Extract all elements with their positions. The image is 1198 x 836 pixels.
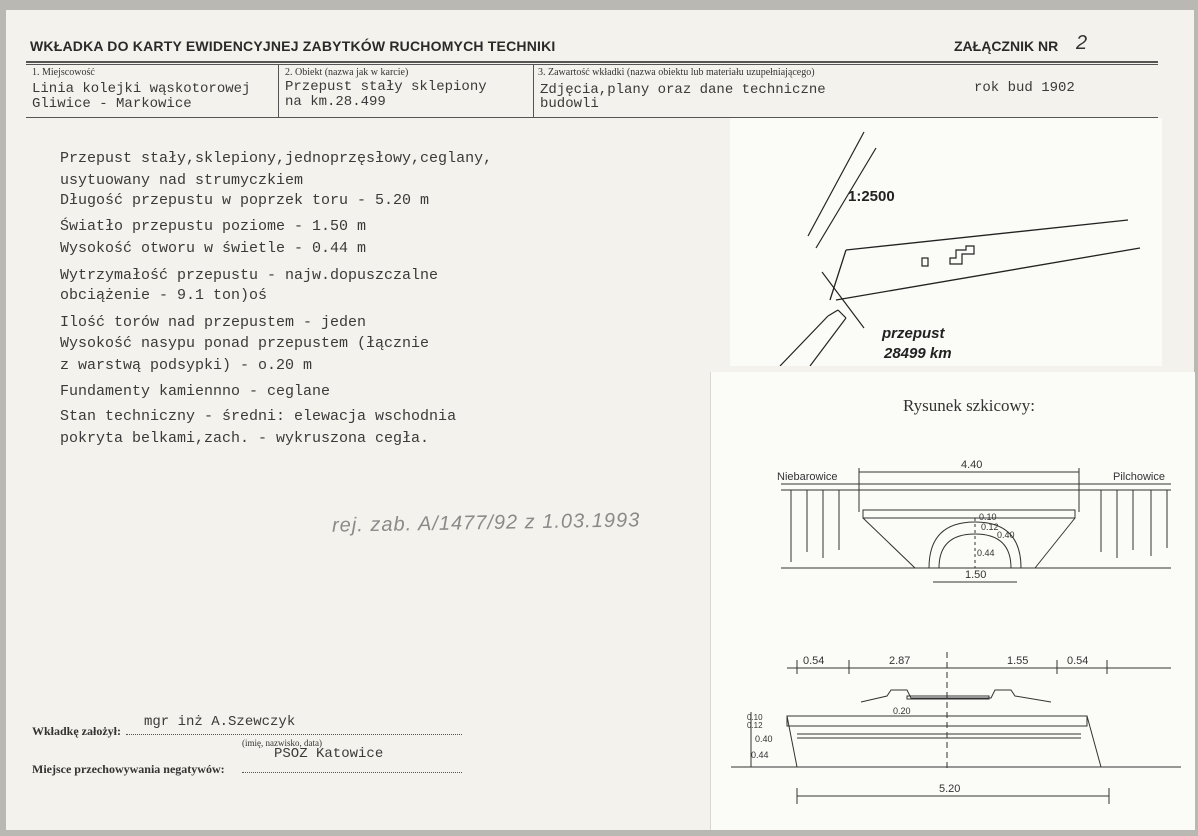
dim-010: 0.10 <box>979 512 997 522</box>
description-line: Ilość torów nad przepustem - jeden <box>60 314 367 331</box>
dim-s044: 0.44 <box>751 750 769 760</box>
dim-054-right: 0.54 <box>1067 655 1089 667</box>
culvert-label: przepust <box>882 325 945 342</box>
dim-s010: 0.10 <box>747 713 763 722</box>
building-shape <box>950 246 974 264</box>
description-line: Wysokość nasypu ponad przepustem (łącznie <box>60 335 430 352</box>
dim-054-left: 0.54 <box>803 655 825 667</box>
description-line: usytuowany nad strumyczkiem <box>60 172 304 189</box>
description-line: Fundamenty kamiennno - ceglane <box>60 383 331 400</box>
sketch-panel <box>710 372 1195 830</box>
locality-line2: Gliwice - Markowice <box>32 96 192 112</box>
left-place: Niebarowice <box>777 471 838 483</box>
description-line: Stan techniczny - średni: elewacja wschodnia <box>60 408 457 425</box>
header-rule-thin <box>26 64 1158 65</box>
description-line: Przepust stały,sklepiony,jednoprzęsłowy,ceglany, <box>60 150 493 167</box>
author-value: mgr inż A.Szewczyk <box>144 714 296 730</box>
header-rule <box>26 61 1158 63</box>
attachment-number: 2 <box>1076 32 1088 54</box>
wing-wall <box>863 518 915 568</box>
field-divider-1 <box>278 65 279 118</box>
side-slope <box>1087 716 1101 767</box>
description-line: Długość przepustu w poprzek toru - 5.20 m <box>60 192 430 209</box>
road-line <box>808 132 864 236</box>
track-line <box>836 248 1140 300</box>
record-card <box>6 10 1194 830</box>
dim-top-width: 4.40 <box>961 459 983 471</box>
sketch-drawing <box>711 372 1195 830</box>
registry-note: rej. zab. A/1477/92 z 1.03.1993 <box>331 509 641 537</box>
locality-line1: Linia kolejki wąskotorowej <box>32 81 251 97</box>
description-line: Wytrzymałość przepustu - najw.dopuszczalne <box>60 267 439 284</box>
dim-044: 0.44 <box>977 548 995 558</box>
wing-wall <box>1035 518 1075 568</box>
map-scale: 1:2500 <box>848 188 895 205</box>
object-line1: Przepust stały sklepiony <box>285 79 487 95</box>
location-map <box>730 118 1162 366</box>
dim-150: 1.50 <box>965 569 987 581</box>
side-slope <box>787 716 797 767</box>
dim-155: 1.55 <box>1007 655 1029 667</box>
culvert-deck <box>787 716 1087 726</box>
year-built: rok bud 1902 <box>974 80 1075 96</box>
dim-520: 5.20 <box>939 783 961 795</box>
building-shape <box>922 258 928 266</box>
map-drawing <box>730 118 1162 366</box>
track-line <box>846 220 1128 250</box>
stream-line <box>822 272 864 328</box>
negative-underline <box>242 772 462 774</box>
content-line2: budowli <box>540 96 599 112</box>
content-line1: Zdjęcia,plany oraz dane techniczne <box>540 82 826 98</box>
negative-label: Miejsce przechowywania negatywów: <box>32 762 225 776</box>
stream-line <box>810 318 846 366</box>
content-label: 3. Zawartość wkładki (nazwa obiektu lub materiału uzupełniającego) <box>538 67 815 78</box>
negative-value: PSOZ Katowice <box>274 746 384 762</box>
author-underline <box>126 734 462 736</box>
dim-020: 0.20 <box>893 706 911 716</box>
stream-line <box>780 316 828 366</box>
object-label: 2. Obiekt (nazwa jak w karcie) <box>285 67 409 78</box>
dim-s012: 0.12 <box>747 721 763 730</box>
dim-287: 2.87 <box>889 655 911 667</box>
sketch-title: Rysunek szkicowy: <box>903 396 1035 415</box>
dim-012: 0.12 <box>981 522 999 532</box>
author-label: Wkładkę założył: <box>32 724 121 738</box>
locality-label: 1. Miejscowość <box>32 67 95 78</box>
dim-s040: 0.40 <box>755 734 773 744</box>
culvert-km: 28499 km <box>884 345 952 362</box>
card-title: WKŁADKA DO KARTY EWIDENCYJNEJ ZABYTKÓW RUCHOMYCH TECHNIKI <box>30 38 556 54</box>
attachment-label: ZAŁĄCZNIK NR <box>954 38 1059 54</box>
culvert-headwall <box>863 510 1075 518</box>
description-line: z warstwą podsypki) - o.20 m <box>60 357 313 374</box>
stream-line <box>838 310 846 318</box>
stream-line <box>828 310 838 316</box>
description-line: pokryta belkami,zach. - wykruszona cegła. <box>60 430 430 447</box>
description-line: obciążenie - 9.1 ton)oś <box>60 287 268 304</box>
dim-040: 0.40 <box>997 530 1015 540</box>
field-divider-2 <box>533 65 534 118</box>
right-place: Pilchowice <box>1113 471 1165 483</box>
description-line: Wysokość otworu w świetle - 0.44 m <box>60 240 367 257</box>
author-hint: (imię, nazwisko, data) <box>242 738 322 748</box>
object-line2: na km.28.499 <box>285 94 386 110</box>
description-line: Światło przepustu poziome - 1.50 m <box>60 218 367 235</box>
